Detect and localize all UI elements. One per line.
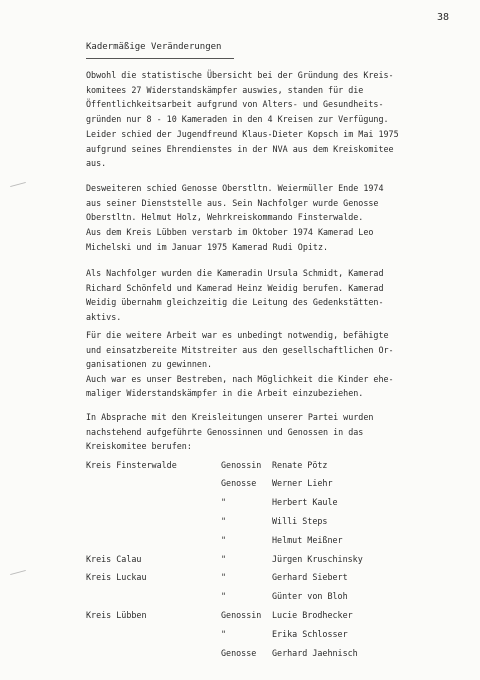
roster-title: " (221, 591, 227, 601)
section-heading: Kadermäßige Veränderungen (86, 42, 222, 52)
roster-name: Herbert Kaule (272, 497, 338, 507)
paragraph: Für die weitere Arbeit war es unbedingt notwendig, befähigte und einsatzbereite Mitstreiter aus den gesellschaftlichen Or- ganisationen zu gewinnen. Auch war es unser Bestreben, nach Möglichkeit die Kinder ehe- maliger Widerstandskämpfer in die Arbeit einzubeziehen. (86, 330, 394, 398)
roster-title: " (221, 516, 227, 526)
margin-mark (10, 182, 26, 187)
roster-kreis: Kreis Calau (86, 554, 142, 564)
roster-name: Werner Liehr (272, 478, 333, 488)
roster-kreis: Kreis Luckau (86, 572, 147, 582)
roster-name: Erika Schlosser (272, 629, 348, 639)
roster-name: Lucie Brodhecker (272, 610, 353, 620)
heading-underline (86, 58, 234, 59)
roster-name: Jürgen Kruschinsky (272, 554, 363, 564)
roster-title: " (221, 497, 227, 507)
page-number: 38 (437, 12, 450, 23)
roster-title: Genosse (221, 648, 257, 658)
roster-title: Genossin (221, 610, 262, 620)
paragraph: Als Nachfolger wurden die Kameradin Ursula Schmidt, Kamerad Richard Schönfeld und Kamerad Heinz Weidig berufen. Kamerad Weidig übernahm gleichzeitig die Leitung des Gedenkstätten- aktivs. (86, 268, 384, 322)
paragraph: Desweiteren schied Genosse Oberstltn. Weiermüller Ende 1974 aus seiner Dienststelle aus. Sein Nachfolger wurde Genosse Oberstltn. Helmut Holz, Wehrkreiskommando Finsterwalde. (86, 183, 384, 222)
roster-title: " (221, 572, 227, 582)
margin-mark (10, 570, 26, 575)
roster-kreis: Kreis Finsterwalde (86, 460, 177, 470)
roster-name: Gerhard Siebert (272, 572, 348, 582)
roster-title: " (221, 554, 227, 564)
roster-kreis: Kreis Lübben (86, 610, 147, 620)
paragraph: Aus dem Kreis Lübben verstarb im Oktober 1974 Kamerad Leo Michelski und im Januar 1975 Kamerad Rudi Opitz. (86, 227, 374, 252)
roster-title: " (221, 535, 227, 545)
paragraph: Leider schied der Jugendfreund Klaus-Dieter Kopsch im Mai 1975 aufgrund seines Ehrendienstes in der NVA aus dem Kreiskomitee aus. (86, 129, 399, 168)
roster-name: Günter von Bloh (272, 591, 348, 601)
roster-name: Helmut Meißner (272, 535, 343, 545)
paragraph: Obwohl die statistische Übersicht bei der Gründung des Kreis- komitees 27 Widerstandskämpfer auswies, standen für die Öffentlichkeitsarbeit aufgrund von Alters- und Gesundheits- gründen nur 8 - 10 Kameraden in den 4 Kreisen zur Verfügung. (86, 70, 394, 124)
roster-name: Willi Steps (272, 516, 328, 526)
roster-title: " (221, 629, 227, 639)
roster-title: Genosse (221, 478, 257, 488)
roster-name: Gerhard Jaehnisch (272, 648, 358, 658)
paragraph: In Absprache mit den Kreisleitungen unserer Partei wurden nachstehend aufgeführte Genossinnen und Genossen in das Kreiskomitee berufen: (86, 412, 374, 451)
roster-name: Renate Pötz (272, 460, 328, 470)
roster-title: Genossin (221, 460, 262, 470)
